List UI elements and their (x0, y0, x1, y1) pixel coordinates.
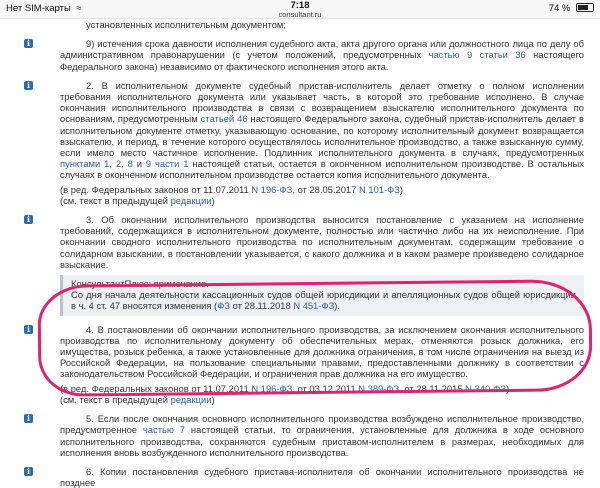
paragraph-3-text: 3. Об окончании исполнительного производства выносится постановление с указанием на исполнение требований, содержащихся в исполнительном документе, полностью или частично либо на их неисполнение. При окончании сводного исполнительного производства по исполнительным документам, содержащим требование о солидарном взыскании, в постановлении указывается, с какого должника и в каком размере произведено солидарное взыскание. (60, 214, 584, 270)
p2-t1: 2. В исполнительном документе судебный пристав-исполнитель делает отметку о полном исполнении требования исполнительного документа или указывает часть, в которой это требование исполнено. В случае окончания исполнительного производства в связи с возвращением взыскателю исполнительного документа по основаниям, предусмотренным (60, 79, 584, 125)
status-bar (0, 0, 600, 19)
link-previous-edition[interactable]: редакции (170, 393, 212, 405)
top-line-text: установленных исполнительным документом; (86, 19, 286, 30)
link-article-46[interactable]: статьей 46 (200, 113, 248, 125)
p2-prev-suffix: ) (211, 194, 215, 206)
paragraph-5-text (60, 413, 584, 458)
top-line (0, 19, 600, 30)
paragraph-3 (0, 214, 600, 270)
item-9 (0, 38, 600, 72)
paragraph-2-text (60, 80, 584, 181)
paragraph-2-amendment (60, 184, 584, 195)
item-9-sep (472, 49, 479, 60)
item-9-prefix: 9) истечения срока давности исполнения судебного акта, акта другого органа или должностного лица по делу об административном правонарушении (с учетом положений, предусмотренных (60, 38, 584, 61)
item-9-text (60, 38, 584, 72)
p4-amend-mid2: , от 28.11.2015 (399, 382, 466, 394)
info-icon[interactable]: i (24, 215, 33, 224)
p2-t2: настоящего Федерального закона, судебный пристав-исполнитель делает в исполнительном документе отметку, указывающую основание, по которому исполнительный документ возвращается взыскателю, и период, в течение которого осуществлялось исполнительное производство, а также взысканную сумму, если имело место частичное исполнение. Подлинник исполнительного документа в случаях, предусмотренных (60, 113, 585, 159)
paragraph-6 (0, 466, 600, 488)
wifi-icon: ≈ (76, 3, 82, 13)
item-9-suffix: настоящего Федерального закона) независимо от фактического исполнения этого акта. (60, 49, 584, 72)
paragraph-2 (0, 80, 600, 206)
battery-percent: 74 % (548, 3, 571, 14)
p4-amend-prefix: (в ред. Федеральных законов от 11.07.2011 (60, 382, 252, 394)
paragraph-5 (0, 413, 600, 458)
link-point-2[interactable]: 2 (115, 158, 122, 170)
link-law-196[interactable]: N 196-ФЗ (251, 183, 293, 195)
p2-t6: настоящей статьи, остается в оконченном исполнительном производстве. В остальных случаях в оконченном исполнительном производстве остается копия исполнительного документа. (60, 158, 584, 181)
info-icon[interactable]: i (24, 39, 33, 48)
p4-prev-suffix: ) (211, 393, 215, 405)
battery-status (549, 3, 594, 14)
paragraph-4-text: 4. В постановлении об окончании исполнительного производства, за исключением окончания исполнительного производства по исполнительному документу об обеспечительных мерах, отменяются розыск должника, его имущества, розыск ребенка, а также установленные для должника ограничения, в том числе ограничения на выезд из Российской Федерации, на пользование специальными правами, предоставленными должнику в соответствии с законодательством Российской Федерации, и ограничения прав должника на его имущество. (60, 323, 584, 380)
battery-icon (576, 3, 594, 12)
p2-amend-prefix: (в ред. Федеральных законов от 11.07.2011 (60, 183, 252, 195)
p2-amend-suffix: ) (399, 183, 404, 195)
info-icon[interactable]: i (24, 81, 33, 90)
p2-amend-mid: , от 28.05.2017 (292, 183, 359, 195)
carrier-label: Нет SIM-карты (6, 3, 71, 14)
battery-fill (578, 5, 588, 10)
paragraph-4-amendment (60, 383, 584, 394)
link-law-101[interactable]: N 101-ФЗ (358, 183, 400, 195)
p2-t4: , (121, 158, 128, 170)
p5-t1: 5. Если после окончания основного исполнительного производства возбуждено исполнительное производство, предусмотренное (60, 413, 584, 436)
info-icon[interactable]: i (24, 325, 33, 334)
link-article-36[interactable]: статьи 36 (479, 49, 526, 61)
paragraph-4-previous (60, 394, 584, 405)
p2-prev-prefix: (см. текст в предыдущей (60, 194, 171, 206)
info-icon[interactable]: i (24, 467, 33, 476)
p2-t5: и (132, 158, 146, 170)
link-previous-edition[interactable]: редакции (170, 194, 212, 206)
note-t1: Со дня начала деятельности кассационных судов общей юрисдикции и апелляционных судов общей юрисдикции в ч. 4 ст. 47 вносятся изменения ( (71, 289, 576, 312)
link-law-451[interactable]: N 451-ФЗ (293, 300, 335, 312)
link-fz[interactable]: ФЗ (217, 300, 230, 312)
link-law-340[interactable]: N 340-ФЗ (465, 382, 507, 394)
clock: 7:18 (290, 0, 310, 11)
p4-amend-suffix: ) (506, 382, 510, 394)
link-points-1[interactable]: пунктами 1 (60, 158, 110, 170)
address-area[interactable] (0, 1, 600, 19)
info-icon[interactable]: i (24, 414, 33, 423)
note-t2: от 28.11.2018 (229, 300, 294, 312)
paragraph-2-previous (60, 195, 584, 206)
link-point-8[interactable]: 8 (127, 158, 133, 170)
note-title: КонсультантПлюс: примечание. (71, 278, 209, 290)
link-part-9[interactable]: частью 9 (428, 49, 473, 61)
url-label[interactable]: consultant.ru (278, 10, 322, 19)
link-point-9-part-1[interactable]: 9 части 1 (145, 158, 189, 170)
paragraph-4 (0, 324, 600, 405)
link-law-389[interactable]: N 389-ФЗ (358, 382, 400, 394)
p4-amend-mid1: , от 03.12.2011 (292, 382, 359, 394)
p4-prev-prefix: (см. текст в предыдущей (60, 393, 171, 405)
note-text (71, 289, 576, 311)
link-part-7[interactable]: частью 7 (142, 424, 186, 436)
p2-t3: , (109, 158, 116, 170)
consultant-note (60, 275, 584, 316)
p5-t2: настоящей статьи, то ограничения, установленные для должника в ходе основного исполнительного производства, сохраняются судебным приставом-исполнителем в размерах, необходимых для исполнения вновь возбужденного исполнительного производства. (60, 424, 584, 458)
note-t3: ). (334, 300, 340, 312)
document-content[interactable] (0, 19, 600, 488)
link-law-196[interactable]: N 196-ФЗ (251, 382, 293, 394)
paragraph-6-text: 6. Копии постановления судебного пристава-исполнителя об окончании исполнительного производства не позднее (60, 465, 584, 488)
